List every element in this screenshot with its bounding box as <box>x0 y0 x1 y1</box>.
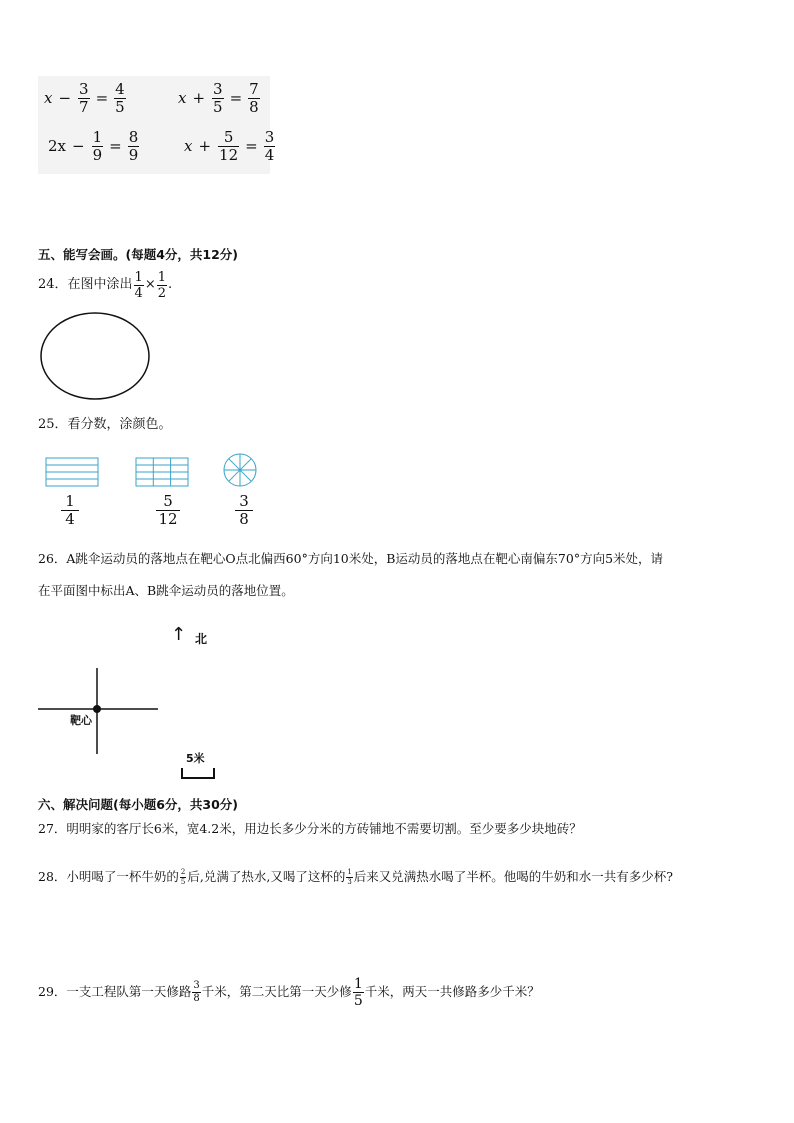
question-29 <box>38 972 540 1012</box>
fraction: $\frac{3}{7}$ <box>79 79 89 116</box>
fraction: $\frac{7}{8}$ <box>249 79 259 116</box>
north-label: 北 <box>195 632 208 646</box>
fraction: $\frac{3}{4}$ <box>264 127 275 164</box>
question-24 <box>38 268 172 302</box>
equation-variable: 2x <box>48 137 67 155</box>
times-sign: × <box>144 277 156 292</box>
question-26-line-2: 在平面图中标出A、B跳伞运动员的落地位置。 <box>38 583 294 598</box>
equals-sign: = <box>229 89 243 107</box>
fraction: $\frac{1}{4}$ <box>61 494 79 527</box>
equals-sign: = <box>95 89 109 107</box>
scale-bar <box>178 766 218 782</box>
equation-3 <box>48 126 140 166</box>
question-24-prefix: 24．在图中涂出 <box>38 277 133 292</box>
circle-figure <box>38 310 154 402</box>
fraction: $\frac{1}{2}$ <box>157 269 167 301</box>
scale-label: 5米 <box>186 752 205 765</box>
equation-operator: + <box>192 89 206 107</box>
rectangle-quarters <box>46 458 98 486</box>
question-29-suffix: 千米，两天一共修路多少千米？ <box>364 984 540 999</box>
equation-2 <box>178 78 261 118</box>
fraction-label-3 <box>234 494 254 527</box>
north-arrow-icon: ↑ <box>171 624 187 645</box>
fraction: $\frac{5}{12}$ <box>156 494 180 527</box>
section-6-title: 六、解决问题(每小题6分，共30分) <box>38 797 239 812</box>
fraction: $\frac{4}{5}$ <box>115 79 125 116</box>
target-diagram <box>36 666 166 756</box>
equation-operator: − <box>58 89 72 107</box>
equals-sign: = <box>109 137 122 155</box>
section-5-title: 五、能写会画。(每题4分，共12分) <box>38 247 239 262</box>
fraction: $\frac{1}{5}$ <box>353 975 363 1009</box>
fraction: $\frac{3}{8}$ <box>235 494 253 527</box>
question-24-suffix: . <box>168 277 173 292</box>
fraction: $\frac{1}{9}$ <box>92 127 103 164</box>
question-26-line-1: 26．A跳伞运动员的落地点在靶心O点北偏西60°方向10米处，B运动员的落地点在靶心南偏东70°方向5米处，请 <box>38 551 664 566</box>
equation-1 <box>44 78 127 118</box>
rectangle-twelfths <box>136 458 188 486</box>
equation-operator: − <box>72 137 85 155</box>
question-29-mid: 千米，第二天比第一天少修 <box>201 984 352 999</box>
question-28-mid: 后,兑满了热水,又喝了这杯的 <box>187 869 346 884</box>
fraction: $\frac{3}{8}$ <box>193 979 200 1004</box>
fraction-figures <box>40 452 280 488</box>
target-center-dot <box>93 705 101 713</box>
question-28-prefix: 28．小明喝了一杯牛奶的 <box>38 869 179 884</box>
question-29-prefix: 29．一支工程队第一天修路 <box>38 984 192 999</box>
fraction-label-2 <box>155 494 181 527</box>
target-center-label: 靶心 <box>70 714 92 727</box>
question-28 <box>38 864 673 890</box>
circle-shape <box>41 313 149 399</box>
equation-variable: x <box>178 89 187 107</box>
equals-sign: = <box>245 137 258 155</box>
question-28-suffix: 后来又兑满热水喝了半杯。他喝的牛奶和水一共有多少杯? <box>353 869 673 884</box>
circle-eighths <box>224 454 256 486</box>
equation-operator: + <box>198 137 212 155</box>
fraction: $\frac{1}{4}$ <box>134 269 143 301</box>
fraction-label-1 <box>60 494 80 527</box>
fraction: $\frac{5}{12}$ <box>219 127 239 164</box>
equation-variable: x <box>44 89 53 107</box>
fraction: $\frac{2}{5}$ <box>180 867 186 886</box>
question-27: 27．明明家的客厅长6米，宽4.2米，用边长多少分米的方砖铺地不需要切割。至少要多少块地砖？ <box>38 821 582 836</box>
question-25: 25．看分数，涂颜色。 <box>38 417 172 432</box>
fraction: $\frac{8}{9}$ <box>128 127 139 164</box>
fraction: $\frac{1}{3}$ <box>347 867 352 886</box>
equation-variable: x <box>184 137 193 155</box>
equation-4 <box>184 126 276 166</box>
fraction: $\frac{3}{5}$ <box>213 79 223 116</box>
